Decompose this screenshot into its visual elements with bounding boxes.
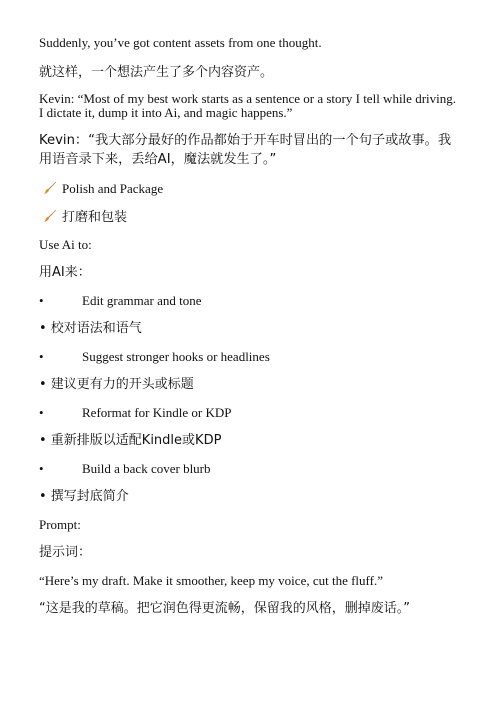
use-ai-label-zh: 用AI来： bbox=[39, 265, 91, 280]
use-ai-label-en: Use Ai to: bbox=[39, 237, 92, 252]
paintbrush-icon bbox=[43, 209, 57, 223]
paragraph-en-1: Suddenly, you’ve got content assets from one thought. bbox=[39, 35, 322, 50]
paintbrush-icon bbox=[43, 181, 57, 195]
list-item-zh: • 建议更有力的开头或标题 bbox=[39, 377, 194, 392]
list-item-zh: • 校对语法和语气 bbox=[39, 321, 142, 336]
prompt-label-zh: 提示词： bbox=[39, 545, 92, 560]
section-title-en: Polish and Package bbox=[43, 181, 463, 196]
prompt-text-zh: “这是我的草稿。把它润色得更流畅，保留我的风格，删掉废话。” bbox=[39, 601, 410, 616]
prompt-label-en: Prompt: bbox=[39, 517, 81, 532]
list-item-zh: • 撰写封底简介 bbox=[39, 489, 129, 504]
section-title-zh: 打磨和包装 bbox=[43, 208, 463, 228]
paragraph-zh-1: 就这样，一个想法产生了多个内容资产。 bbox=[39, 65, 274, 80]
prompt-text-en: “Here’s my draft. Make it smoother, keep my voice, cut the fluff.” bbox=[39, 573, 383, 588]
paragraph-en-2: Kevin: “Most of my best work starts as a sentence or a story I tell while driving. I dictate it, dump it into Ai, and magic happens.” bbox=[39, 91, 456, 120]
list-item-zh: • 重新排版以适配Kindle或KDP bbox=[39, 433, 222, 448]
paragraph-zh-2: Kevin：“我大部分最好的作品都始于开车时冒出的一个句子或故事。我用语音录下来，丢给AI，魔法就发生了。” bbox=[39, 133, 452, 167]
